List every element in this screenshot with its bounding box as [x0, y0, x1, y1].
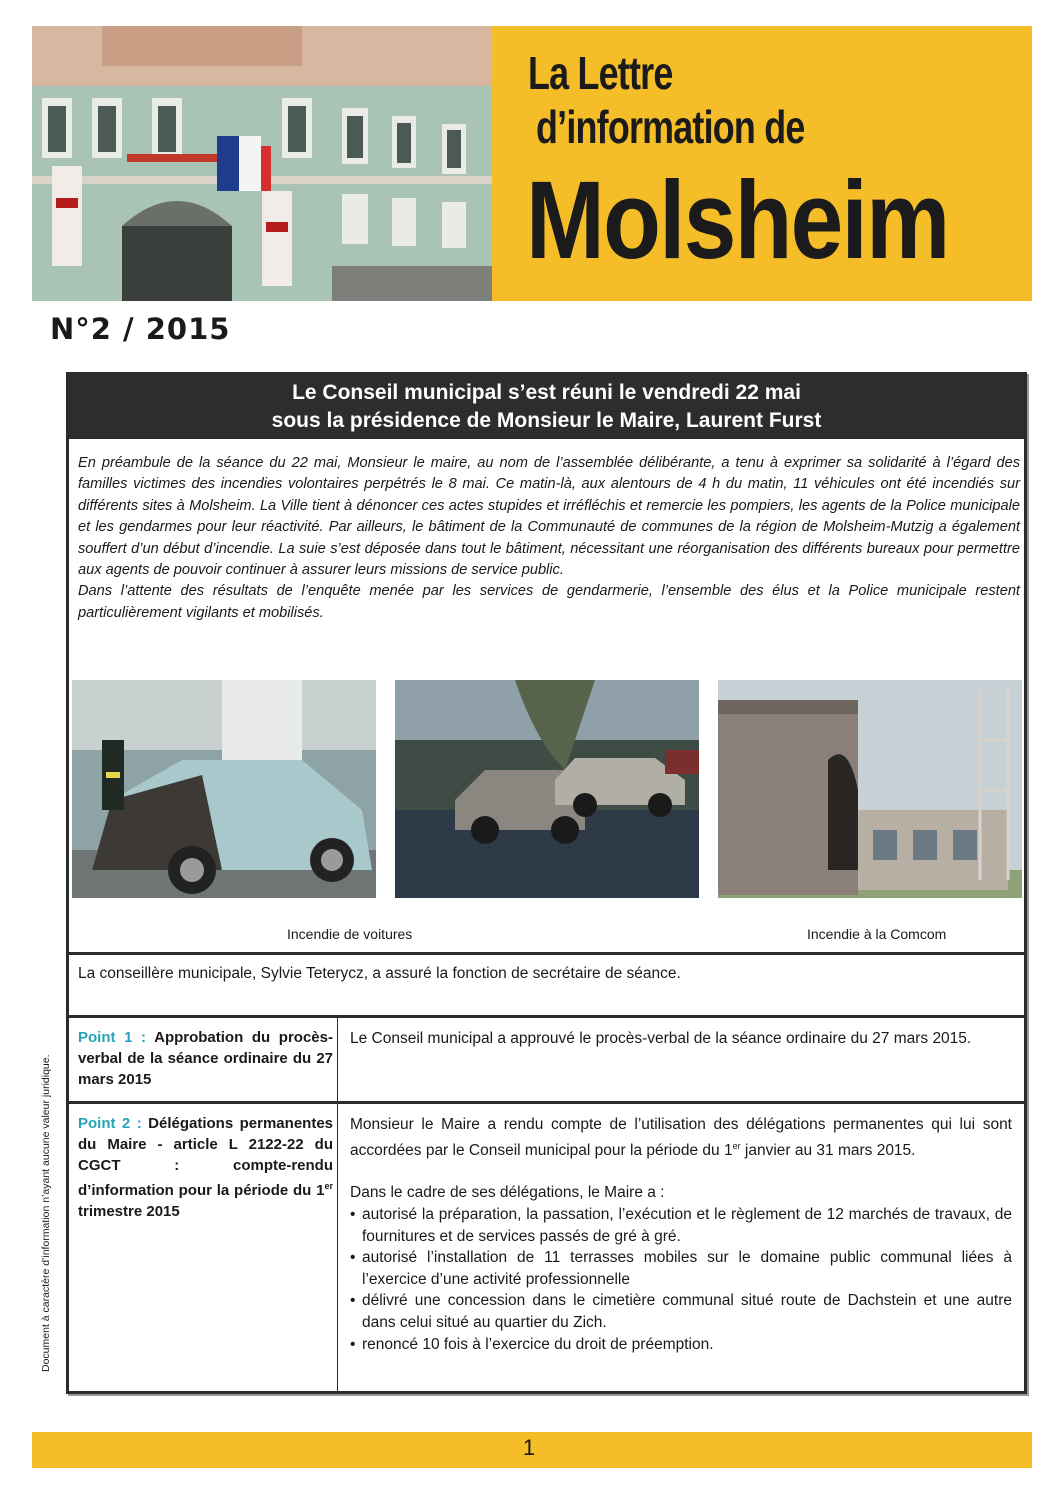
delegation-list — [350, 1204, 1012, 1355]
list-item: • autorisé la préparation, la passation, l’exécution et le règlement de 12 marchés de travaux, de fournitures et de services passés de gré à gré. — [350, 1204, 1012, 1247]
point-2-summary-sup: er — [732, 1140, 741, 1151]
point-2-heading-sup: er — [324, 1181, 333, 1192]
point-1-label: Point 1 : — [78, 1029, 147, 1046]
burnt-car-photo-1 — [72, 680, 376, 898]
intro-paragraph-2: Dans l’attente des résultats de l’enquête menée par les services de gendarmerie, l’ensemble des élus et la Police municipale restent particulièrement vigilants et mobilisés. — [78, 583, 1020, 621]
point-2-summary-end: janvier au 31 mars 2015. — [740, 1141, 916, 1159]
banner-line-1: Le Conseil municipal s’est réuni le vendredi 22 mai — [292, 381, 801, 404]
comcom-fire-photo — [718, 680, 1022, 898]
title-town-name: Molsheim — [526, 159, 949, 282]
caption-comcom: Incendie à la Comcom — [807, 926, 947, 942]
issue-number: N°2 / 2015 — [50, 312, 231, 346]
title-block — [492, 26, 1032, 301]
section-divider — [66, 1015, 1027, 1018]
council-banner — [69, 375, 1024, 439]
point-1-body: Le Conseil municipal a approuvé le procès-verbal de la séance ordinaire du 27 mars 2015. — [350, 1030, 972, 1047]
page-number: 1 — [522, 1435, 536, 1460]
secretary-note: La conseillère municipale, Sylvie Teterycz, a assuré la fonction de secrétaire de séance. — [78, 965, 681, 982]
point-2-heading-end: trimestre 2015 — [78, 1203, 180, 1221]
caption-cars: Incendie de voitures — [287, 926, 413, 942]
point-2-summary-text: Monsieur le Maire a rendu compte de l’utilisation des délégations permanentes qui lui sont accordées par le Conseil municipal pour la période du 1 — [350, 1116, 1012, 1159]
point-2-heading: Délégations permanentes du Maire - article L 2122-22 du CGCT : compte-rendu d’information pour la période du 1 — [78, 1115, 334, 1200]
list-item: • autorisé l’installation de 11 terrasses mobiles sur le domaine public communal liées à l’exercice d’une activité professionnelle — [350, 1247, 1012, 1290]
point-2-title — [78, 1114, 333, 1223]
point-1-title — [78, 1028, 333, 1090]
list-item: • délivré une concession dans le cimetière communal situé route de Dachstein et une autre dans celui situé au quartier du Zich. — [350, 1290, 1012, 1333]
banner-line-2: sous la présidence de Monsieur le Maire, Laurent Furst — [271, 409, 822, 432]
point-1-heading: Approbation du procès-verbal de la séance ordinaire du 27 mars 2015 — [78, 1029, 333, 1088]
point-2-label: Point 2 : — [78, 1115, 142, 1132]
intro-paragraph-1: En préambule de la séance du 22 mai, Monsieur le maire, au nom de l’assemblée délibérante, a tenu à exprimer sa solidarité à l’égard des familles victimes des incendies volontaires perpétrés le 8 mai. Ce matin-là, aux alentours de 4 h du matin, 11 véhicules ont été incendiés sur différents sites à Molsheim. La Ville tient à dénoncer ces actes stupides et irréfléchis et remercie les pompiers, les agents de la Police municipale et les gendarmes pour leur réactivité. Par ailleurs, le bâtiment de la Communauté de communes de la région de Molsheim-Mutzig a également souffert d’un début d’incendie. La suie s’est déposée dans tout le bâtiment, nécessitant une réorganisation des différents bureaux pour permettre aux agents de pouvoir continuer à assurer leurs missions de service public. — [78, 455, 1020, 579]
section-divider — [66, 1101, 1027, 1104]
section-divider — [66, 952, 1027, 955]
legal-side-note: Document à caractère d’information n’ayant aucune valeur juridique. — [40, 1054, 52, 1372]
town-hall-photo — [32, 26, 492, 301]
title-line-2: d’information de — [536, 101, 805, 153]
column-divider — [337, 1104, 338, 1391]
title-line-1: La Lettre — [528, 47, 673, 99]
burnt-car-photo-2 — [395, 680, 699, 898]
point-2-body — [350, 1114, 1012, 1355]
list-item: • renoncé 10 fois à l’exercice du droit de préemption. — [350, 1334, 1012, 1356]
intro-text — [78, 453, 1020, 624]
point-2-summary — [350, 1114, 1012, 1161]
point-2-intro: Dans le cadre de ses délégations, le Maire a : — [350, 1184, 665, 1202]
column-divider — [337, 1018, 338, 1101]
